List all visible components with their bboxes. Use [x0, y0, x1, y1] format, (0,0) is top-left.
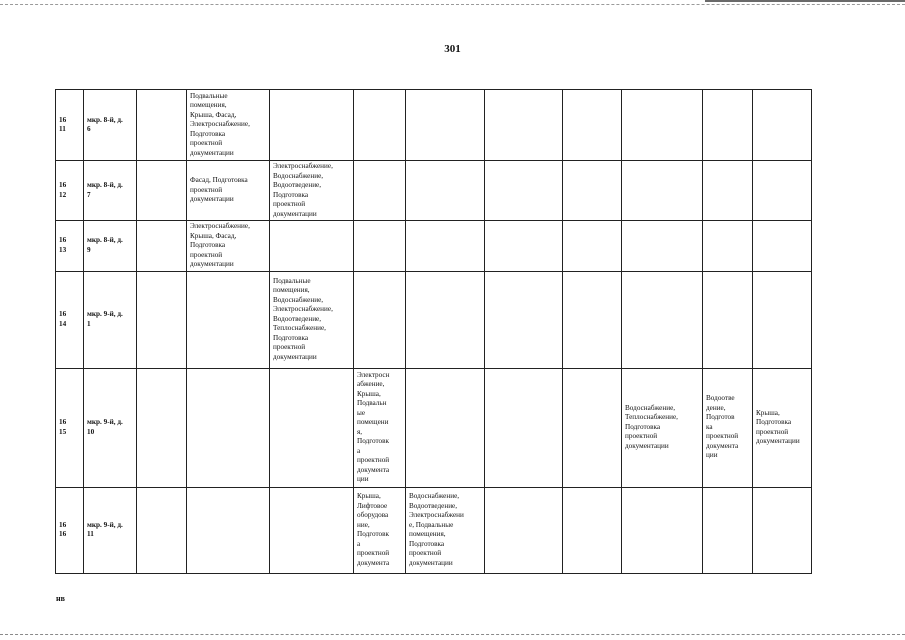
works-cell: [485, 161, 563, 221]
address-cell: мкр. 8-й, д. 9: [84, 221, 137, 272]
works-cell: [354, 161, 406, 221]
works-cell: [622, 271, 703, 368]
works-cell: [354, 271, 406, 368]
works-cell: [187, 271, 270, 368]
row-number: 16 13: [56, 221, 84, 272]
works-cell: [703, 161, 753, 221]
works-cell: Крыша, Подготовка проектной документации: [753, 368, 812, 487]
address-cell: мкр. 9-й, д. 1: [84, 271, 137, 368]
empty-cell: [137, 161, 187, 221]
works-cell: [563, 368, 622, 487]
works-cell: [406, 368, 485, 487]
works-cell: [270, 368, 354, 487]
empty-cell: [137, 368, 187, 487]
works-cell: [187, 487, 270, 573]
works-cell: [563, 161, 622, 221]
works-cell: [485, 271, 563, 368]
scan-edge-top: [0, 4, 905, 5]
row-number: 16 16: [56, 487, 84, 573]
works-cell: [622, 487, 703, 573]
empty-cell: [137, 221, 187, 272]
works-cell: Водоснабжение, Водоотведение, Электроснабжени е, Подвальные помещения, Подготовка проектной документации: [406, 487, 485, 573]
works-cell: [703, 221, 753, 272]
address-cell: мкр. 9-й, д. 10: [84, 368, 137, 487]
footer-mark: нв: [56, 594, 65, 603]
works-cell: Крыша, Лифтовое оборудова ние, Подготовк а проектной документа: [354, 487, 406, 573]
works-cell: [753, 221, 812, 272]
works-cell: [622, 90, 703, 161]
address-cell: мкр. 8-й, д. 7: [84, 161, 137, 221]
works-cell: [270, 221, 354, 272]
works-cell: [485, 368, 563, 487]
works-cell: Подвальные помещения, Крыша, Фасад, Электроснабжение, Подготовка проектной документации: [187, 90, 270, 161]
works-cell: [270, 90, 354, 161]
works-cell: [753, 90, 812, 161]
works-cell: Электроснабжение, Крыша, Фасад, Подготовка проектной документации: [187, 221, 270, 272]
scan-edge-bottom: [0, 634, 905, 635]
table-row: [56, 271, 812, 368]
table-row: [56, 368, 812, 487]
row-number: 16 15: [56, 368, 84, 487]
empty-cell: [137, 487, 187, 573]
scan-edge-top-right: [705, 0, 905, 2]
works-cell: [703, 90, 753, 161]
empty-cell: [137, 90, 187, 161]
works-cell: [485, 90, 563, 161]
table-row: [56, 161, 812, 221]
works-cell: [622, 221, 703, 272]
works-cell: [406, 161, 485, 221]
works-cell: Электроснабжение, Водоснабжение, Водоотведение, Подготовка проектной документации: [270, 161, 354, 221]
works-cell: [563, 487, 622, 573]
row-number: 16 12: [56, 161, 84, 221]
works-cell: [703, 487, 753, 573]
works-cell: [753, 487, 812, 573]
works-cell: [563, 90, 622, 161]
works-cell: Фасад, Подготовка проектной документации: [187, 161, 270, 221]
address-cell: мкр. 9-й, д. 11: [84, 487, 137, 573]
works-cell: Электросн абжение, Крыша, Подвальн ые помещени я, Подготовк а проектной документa ции: [354, 368, 406, 487]
row-number: 16 11: [56, 90, 84, 161]
works-cell: Водоснабжение, Теплоснабжение, Подготовка проектной документации: [622, 368, 703, 487]
address-cell: мкр. 8-й, д. 6: [84, 90, 137, 161]
works-cell: [406, 271, 485, 368]
works-cell: [753, 161, 812, 221]
empty-cell: [137, 271, 187, 368]
works-cell: [187, 368, 270, 487]
works-cell: [485, 487, 563, 573]
works-cell: [406, 221, 485, 272]
works-cell: [270, 487, 354, 573]
works-cell: [703, 271, 753, 368]
works-cell: [753, 271, 812, 368]
table-row: [56, 487, 812, 573]
works-cell: [563, 271, 622, 368]
works-cell: [406, 90, 485, 161]
works-cell: [354, 90, 406, 161]
table-row: [56, 221, 812, 272]
works-cell: [563, 221, 622, 272]
works-cell: Подвальные помещения, Водоснабжение, Электроснабжение, Водоотведение, Теплоснабжение, Подготовка проектной документации: [270, 271, 354, 368]
works-cell: Водоотве дение, Подготов ка проектной документа ции: [703, 368, 753, 487]
works-cell: [622, 161, 703, 221]
works-cell: [485, 221, 563, 272]
repair-schedule-table: [55, 89, 812, 574]
works-cell: [354, 221, 406, 272]
table-row: [56, 90, 812, 161]
page-number: 301: [444, 43, 461, 55]
row-number: 16 14: [56, 271, 84, 368]
